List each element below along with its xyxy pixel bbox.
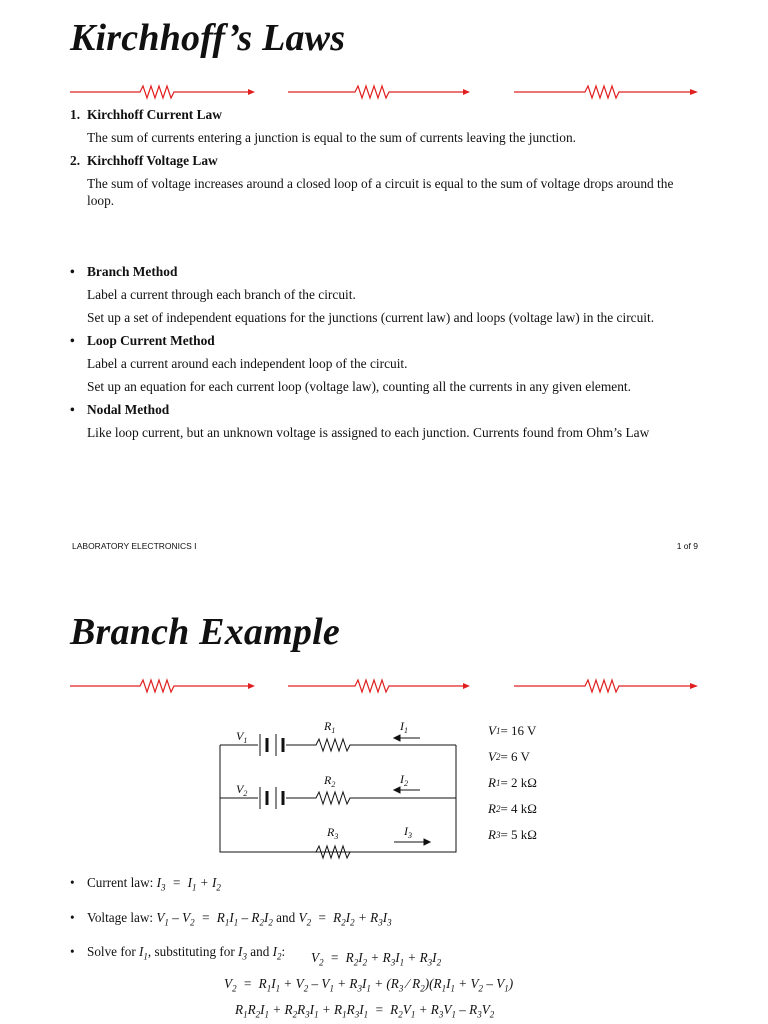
law-number: 2. — [70, 153, 81, 168]
v1-label: $V_1$ — [236, 729, 248, 745]
law-title: Kirchhoff Voltage Law — [87, 153, 218, 168]
i2-label: $I_2$ — [400, 772, 408, 788]
method-line: Label a current around each independent loop of the circuit. — [87, 356, 408, 371]
method-title: Branch Method — [87, 264, 178, 279]
given-value-row: R 3 = 5 kΩ — [488, 827, 537, 842]
r3-label: $R_3$ — [327, 825, 339, 841]
bullet-icon: • — [70, 875, 75, 890]
method-line: Set up an equation for each current loop (voltage law), counting all the currents in any given element. — [87, 379, 631, 394]
i3-label: $I_3$ — [404, 824, 412, 840]
r2-label: $R_2$ — [324, 773, 336, 789]
law-number: 1. — [70, 107, 81, 122]
circuit-diagram — [200, 712, 480, 872]
v2-label: $V_2$ — [236, 782, 248, 798]
method-item — [70, 263, 700, 326]
law-title: Kirchhoff Current Law — [87, 107, 222, 122]
footer-course-name: LABORATORY ELECTRONICS I — [72, 541, 197, 551]
given-value-row: V 2 = 6 V — [488, 749, 530, 764]
law-item — [70, 152, 700, 209]
resistor-rule-decoration — [70, 676, 700, 696]
method-line: Like loop current, but an unknown voltage is assigned to each junction. Currents found from Ohm’s Law — [87, 425, 650, 440]
solve-bullet: • Solve for $I_1$, substituting for $I_3$ and $I_2$: — [70, 937, 392, 972]
voltage-law-bullet: • Voltage law: $V_1 - V_2 = R_1I_1 - R_2I_2$ and $V_2 = R_2I_2 + R_3I_3$ — [70, 903, 392, 938]
given-value-row: R 1 = 2 kΩ — [488, 775, 537, 790]
laws-section — [70, 106, 700, 209]
given-value-row: V 1 = 16 V — [488, 723, 537, 738]
r1-label: $R_1$ — [324, 719, 336, 735]
bullet-icon: • — [70, 944, 75, 960]
current-law-bullet: • Current law: $I_3 = I_1 + I_2$ — [70, 868, 392, 903]
method-item — [70, 332, 700, 395]
voltage-law-equation-2: $V_2 = R_2I_2 + R_3I_3$ — [298, 909, 392, 928]
derivation-step-3: $R_1R_2I_1 + R_2R_3I_1 + R_1R_3I_1 = R_2V_1 + R_3V_1 - R_3V_2$ — [235, 1002, 495, 1020]
current-law-equation: $I_3 = I_1 + I_2$ — [156, 875, 221, 893]
bullet-icon: • — [70, 909, 75, 925]
i1-label: $I_1$ — [400, 719, 408, 735]
law-item — [70, 106, 700, 146]
footer-page-number: 1 of 9 — [676, 541, 698, 551]
bullet-icon: • — [70, 264, 75, 279]
bullet-icon: • — [70, 333, 75, 348]
given-values — [488, 718, 537, 848]
method-title: Loop Current Method — [87, 333, 215, 348]
derivation-step-2: $V_2 = R_1I_1 + V_2 - V_1 + R_3I_1 + (R_3$ ⁄ $R_2)(R_1I_1 + V_2 - V_1)$ — [224, 976, 514, 994]
method-item — [70, 401, 700, 441]
voltage-law-equation-1: $V_1 - V_2 = R_1I_1 - R_2I_2$ — [156, 909, 273, 928]
method-line: Set up a set of independent equations for the junctions (current law) and loops (voltage law) in the circuit. — [87, 310, 655, 325]
methods-section — [70, 263, 700, 441]
given-value-row: R 2 = 4 kΩ — [488, 801, 537, 816]
law-description: The sum of voltage increases around a closed loop of a circuit is equal to the sum of voltage drops around the loop. — [87, 176, 674, 208]
resistor-rule-decoration — [70, 82, 700, 102]
method-line: Label a current through each branch of the circuit. — [87, 287, 356, 302]
law-description: The sum of currents entering a junction is equal to the sum of currents leaving the junction. — [87, 130, 577, 145]
slide1-title: Kirchhoff’s Laws — [70, 17, 346, 59]
slide2-title: Branch Example — [70, 611, 340, 653]
bullet-icon: • — [70, 402, 75, 417]
derivation-step-1: $V_2 = R_2I_2 + R_3I_1 + R_3I_2$ — [311, 950, 442, 968]
method-title: Nodal Method — [87, 402, 170, 417]
